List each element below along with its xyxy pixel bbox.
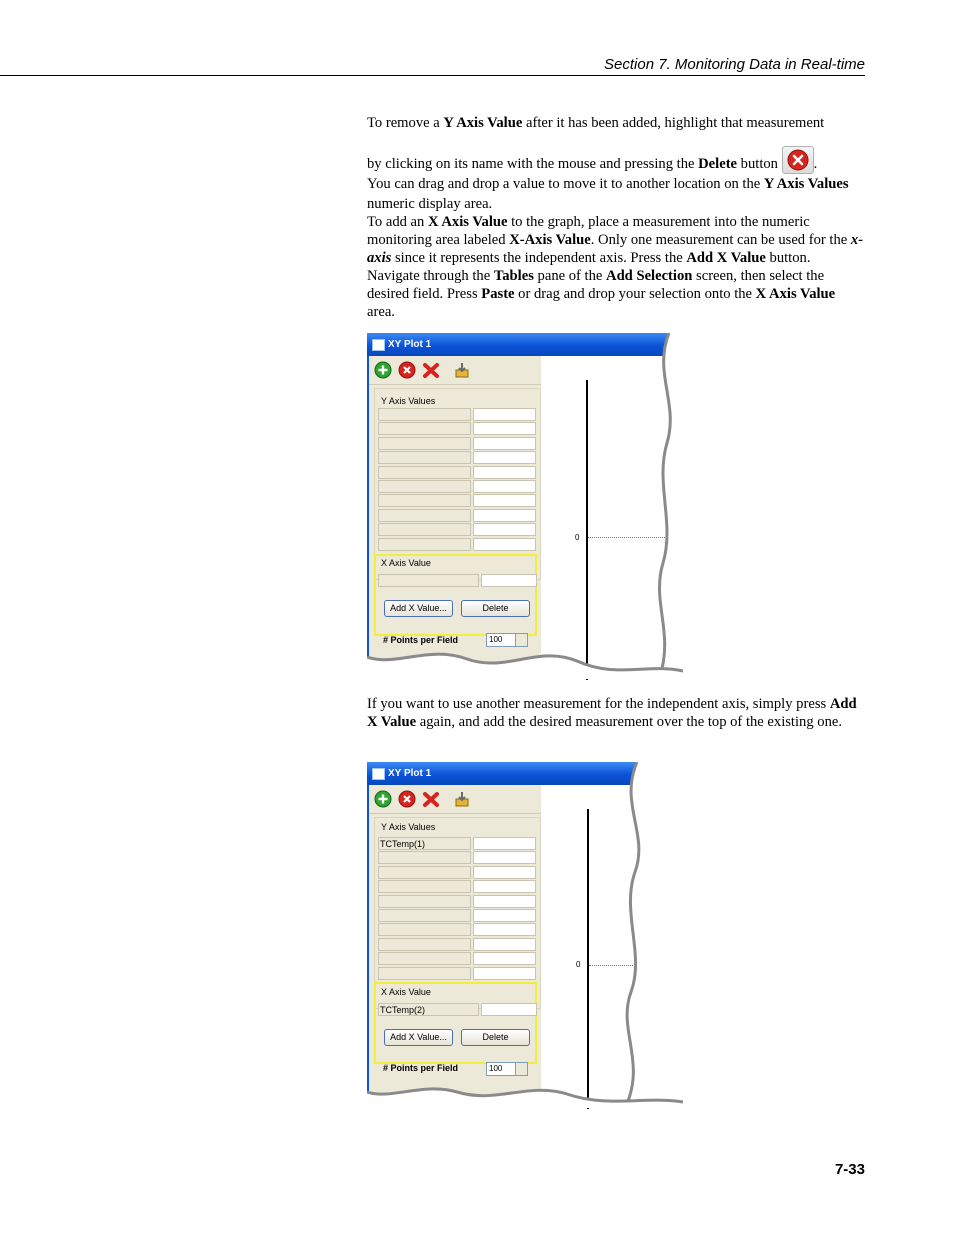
add-icon[interactable] <box>374 361 392 379</box>
points-value: 100 <box>489 1064 503 1073</box>
y-value-readout-cell <box>473 437 536 450</box>
bold-term: X Axis Value <box>427 214 508 230</box>
y-value-readout-cell <box>473 466 536 479</box>
delete-icon[interactable] <box>398 790 416 808</box>
y-value-readout-cell <box>473 851 536 864</box>
bold-term: Y Axis Value <box>443 115 523 131</box>
paste-icon[interactable] <box>453 361 471 379</box>
x-axis-value-cell[interactable]: TCTemp(2) <box>378 1003 479 1016</box>
bold-term: X Axis Value <box>755 286 836 302</box>
bold-term: Paste <box>481 286 515 302</box>
window-title: XY Plot 1 <box>388 339 432 350</box>
text: since it represents the independent axis. Press the <box>391 250 687 266</box>
y-value-readout-cell <box>473 509 536 522</box>
delete-all-icon[interactable] <box>422 361 440 379</box>
y-value-readout-cell <box>473 422 536 435</box>
window-title: XY Plot 1 <box>388 768 432 779</box>
add-x-value-button[interactable]: Add X Value... <box>384 600 453 617</box>
y-value-name-cell[interactable] <box>378 466 471 479</box>
y-value-readout-cell <box>473 895 536 908</box>
y-value-readout-cell <box>473 523 536 536</box>
bold-term: Delete <box>698 156 738 172</box>
italic-term: x-axis <box>367 232 864 266</box>
left-panel <box>367 785 541 1108</box>
xy-plot-screenshot-filled <box>367 762 683 1108</box>
text: You can drag and drop a value to move it to another location on the <box>367 176 764 192</box>
torn-edge-bottom <box>367 1082 683 1108</box>
window-icon <box>372 339 385 351</box>
text: To add an <box>367 214 428 230</box>
toolbar <box>369 356 541 385</box>
y-value-name-cell[interactable] <box>378 923 471 936</box>
y-value-name-cell[interactable]: TCTemp(1) <box>378 837 471 850</box>
paragraph-replace-x-axis <box>367 695 865 731</box>
y-value-readout-cell <box>473 909 536 922</box>
y-value-name-cell[interactable] <box>378 408 471 421</box>
y-value-readout-cell <box>473 923 536 936</box>
y-value-name-cell[interactable] <box>378 538 471 551</box>
y-value-name-cell[interactable] <box>378 938 471 951</box>
delete-button[interactable]: Delete <box>461 600 530 617</box>
text: If you want to use another measurement for the independent axis, simply press <box>367 696 830 712</box>
y-value-name-cell[interactable] <box>378 422 471 435</box>
y-value-readout-cell <box>473 952 536 965</box>
y-value-name-cell[interactable] <box>378 437 471 450</box>
page-number: 7-33 <box>834 1161 865 1178</box>
delete-button-icon <box>782 146 814 174</box>
bold-term: X-Axis Value <box>509 232 591 248</box>
bold-term: Add X Value <box>367 696 857 730</box>
running-header: Section 7. Monitoring Data in Real-time <box>604 56 865 73</box>
text: again, and add the desired measurement over the top of the existing one. <box>416 714 842 730</box>
y-value-readout-cell <box>473 480 536 493</box>
y-value-readout-cell <box>473 880 536 893</box>
delete-icon[interactable] <box>398 361 416 379</box>
y-value-readout-cell <box>473 538 536 551</box>
bold-term: Tables <box>493 268 534 284</box>
x-axis-value-cell[interactable] <box>378 574 479 587</box>
points-per-field-label: # Points per Field <box>383 1063 459 1073</box>
delete-all-icon[interactable] <box>422 790 440 808</box>
paste-icon[interactable] <box>453 790 471 808</box>
y-value-name-cell[interactable] <box>378 851 471 864</box>
axis-tick-label: 0 <box>576 960 581 969</box>
bold-term: Add X Value <box>686 250 766 266</box>
delete-button[interactable]: Delete <box>461 1029 530 1046</box>
torn-edge-bottom <box>367 643 683 679</box>
xy-plot-screenshot-empty <box>367 333 683 679</box>
x-axis-label: X Axis Value <box>381 987 431 997</box>
y-axis-line <box>586 380 588 680</box>
points-value: 100 <box>489 635 503 644</box>
torn-edge-right <box>611 762 683 1108</box>
stepper-arrows-icon[interactable] <box>515 1063 527 1075</box>
y-value-name-cell[interactable] <box>378 880 471 893</box>
header-rule <box>0 75 865 76</box>
y-value-name-cell[interactable] <box>378 480 471 493</box>
axis-tick-label: 0 <box>575 533 580 542</box>
text: . <box>813 156 818 172</box>
y-value-readout-cell <box>473 967 536 980</box>
torn-edge-right <box>647 333 683 679</box>
text: screen, then select the desired field. Press <box>367 268 825 302</box>
text: To remove a <box>367 115 444 131</box>
text: . Only one measurement can be used for the <box>590 232 851 248</box>
y-value-readout-cell <box>473 494 536 507</box>
toolbar <box>369 785 541 814</box>
y-value-name-cell[interactable] <box>378 952 471 965</box>
add-x-value-button[interactable]: Add X Value... <box>384 1029 453 1046</box>
y-value-readout-cell <box>473 866 536 879</box>
y-value-readout-cell <box>473 938 536 951</box>
points-per-field-stepper[interactable] <box>486 1062 528 1076</box>
y-value-name-cell[interactable] <box>378 909 471 922</box>
left-panel <box>367 356 541 679</box>
text: button <box>737 156 782 172</box>
text: to the graph, place a measurement into the numeric monitoring area labeled <box>367 214 810 248</box>
y-axis-label: Y Axis Values <box>381 396 436 406</box>
y-value-readout-cell <box>473 837 536 850</box>
x-axis-value-readout <box>481 1003 537 1016</box>
y-value-name-cell[interactable] <box>378 866 471 879</box>
x-axis-label: X Axis Value <box>381 558 431 568</box>
add-icon[interactable] <box>374 790 392 808</box>
y-axis-line <box>587 809 589 1109</box>
text: or drag and drop your selection onto the <box>514 286 756 302</box>
y-axis-label: Y Axis Values <box>381 822 436 832</box>
y-value-name-cell[interactable] <box>378 509 471 522</box>
text: numeric display area. <box>367 196 493 212</box>
points-per-field-label: # Points per Field <box>383 635 459 645</box>
y-value-name-cell[interactable] <box>378 895 471 908</box>
text: button. Navigate through the <box>367 250 811 284</box>
paragraph-remove-y-axis <box>367 113 865 214</box>
bold-term: Y Axis Values <box>763 176 849 192</box>
y-value-name-cell[interactable] <box>378 451 471 464</box>
text: pane of the <box>533 268 607 284</box>
bold-term: Add Selection <box>606 268 693 284</box>
text: area. <box>367 304 395 320</box>
y-value-readout-cell <box>473 451 536 464</box>
y-value-name-cell[interactable] <box>378 967 471 980</box>
window-icon <box>372 768 385 780</box>
y-value-name-cell[interactable] <box>378 494 471 507</box>
text: by clicking on its name with the mouse and pressing the <box>367 156 699 172</box>
paragraph-add-x-axis <box>367 213 865 321</box>
y-value-readout-cell <box>473 408 536 421</box>
y-value-name-cell[interactable] <box>378 523 471 536</box>
x-axis-value-readout <box>481 574 537 587</box>
text: after it has been added, highlight that measurement <box>522 115 825 131</box>
window-titlebar <box>367 333 683 356</box>
